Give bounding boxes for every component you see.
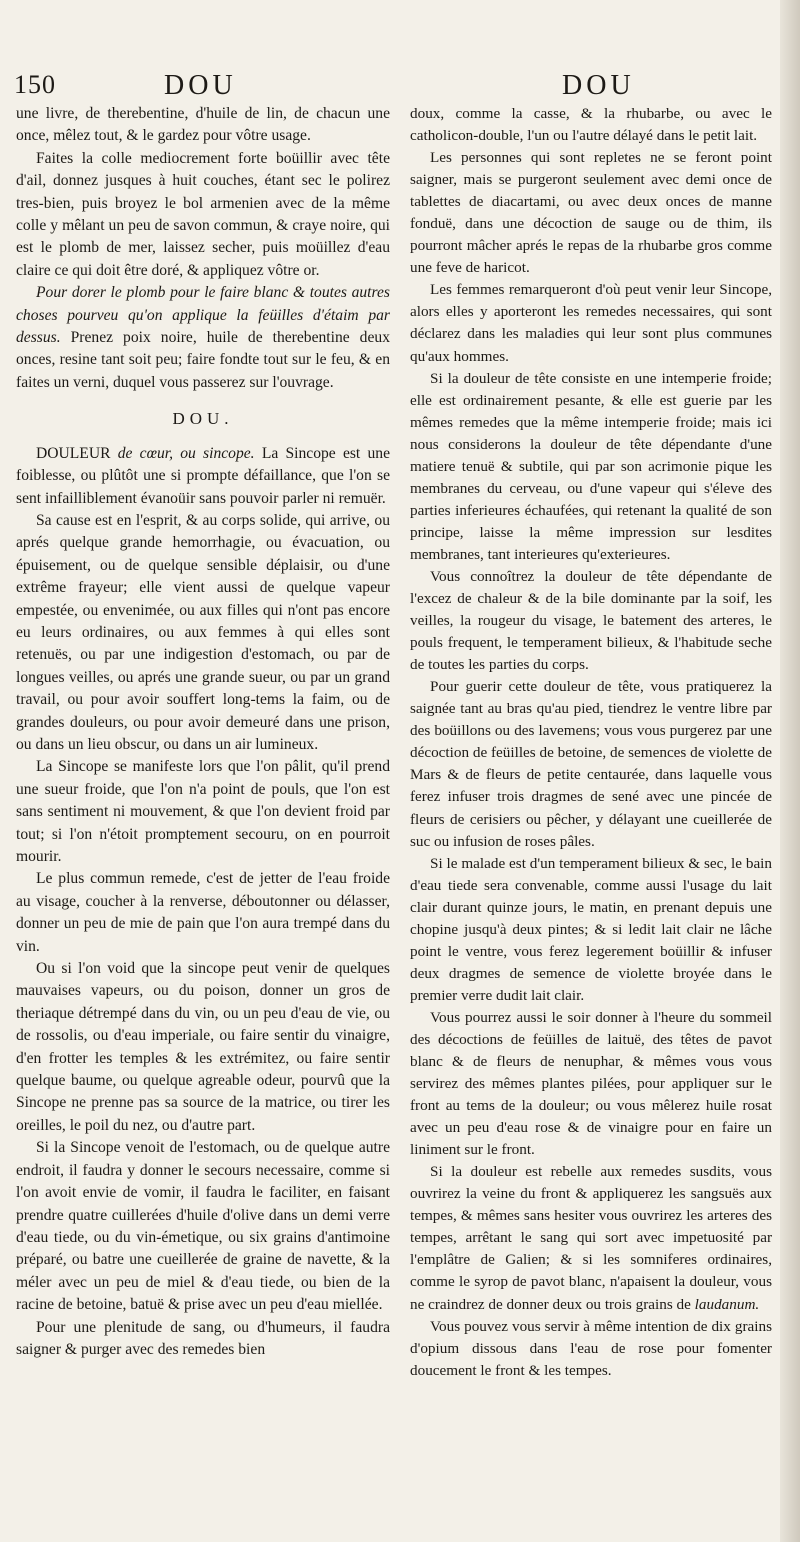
entry-paragraph [16,443,390,510]
paragraph: Les femmes remarqueront d'où peut venir leur Sincope, alors elles y aporteront les remedes necessaires, qui sont déclarez dans les maladies qui leur sont plus communes qu'aux hommes. [410,281,772,365]
paragraph: Faites la colle mediocrement forte boüillir avec tête d'ail, donnez jusques à huit couches, étant sec le polirez tres-bien, puis broyez le bol armenien avec de la même colle y mêlant un peu de savon commun, & craye noire, qui est le plomb de mer, laissez secher, puis moüillez d'eau claire ce qui doit être doré, & appliquez vôtre or. [16,149,390,279]
paragraph [410,1161,772,1315]
page-edge-shadow [780,0,800,1542]
paragraph-text: Prenez poix noire, huile de therebentine deux onces, resine tant soit peu; faire fondte tout sur le feu, & en faites un verni, duquel vous passerez sur l'ouvrage. [16,329,390,391]
paragraph: Si la douleur de tête consiste en une intemperie froide; elle est ordinairement pesante, & elle est guerie par les mêmes remedes que la même intemperie froide; mais ici nous considerons la douleur de tête dépendante d'une matiere tenuë & subtile, qui par son acrimonie pique les membranes du cerveau, ou d'une vapeur qui s'éleve des parties inferieures échaufées, qui retenant la qualité de son principe, laisse la même impression sur lesdites membranes, tant interieures qu'exterieures. [410,369,772,563]
paragraph: doux, comme la casse, & la rhubarbe, ou avec le catholicon-double, l'un ou l'autre délayé dans le petit lait. [410,105,772,145]
paragraph: Les personnes qui sont repletes ne se feront point saigner, mais se purgeront seulement avec demi once de tablettes de diacartami, ou avec deux onces de manne fonduë, dans une décoction de sauge ou de thim, ils pourront mâcher aprés le repas de la rhubarbe gros comme une feve de haricot. [410,149,772,277]
paragraph: Vous connoîtrez la douleur de tête dépendante de l'excez de chaleur & de la bile dominante par la soif, les veilles, la rougeur du visage, le batement des arteres, le pouls frequent, le temperament bilieux, & l'habitude seche de toutes les parties du corps. [410,567,772,674]
paragraph: Vous pouvez vous servir à même intention de dix grains d'opium dissous dans l'eau de rose pour fomenter doucement le front & les tempes. [410,1317,772,1379]
paragraph: Sa cause est en l'esprit, & au corps solide, qui arrive, ou aprés quelque grande hemorrhagie, ou évacuation, ou épuisement, ou de quelque sensible déplaisir, ou d'une extrême frayeur; elle vient aussi de quelque vapeur empestée, ou envenimée, ou aux filles qui n'ont pas encore eu leurs ordinaires, ou aux femmes à qui elles sont retenuës, ou par une indigestion d'estomach, ou par de longues veilles, ou aprés une grande sueur, ou par un grand travail, ou pour avoir souffert long-tems la faim, ou de grandes douleurs, ou pour avoir demeuré dans une prison, ou dans un lieu obscur, ou dans un air lumineux. [16,511,390,753]
left-column [16,103,390,1361]
paragraph: Si la Sincope venoit de l'estomach, ou de quelque autre endroit, il faudra y donner le secours necessaire, comme si l'on avoit envie de vomir, il faudra le faciliter, en faisant prendre quatre cuillerées d'huile d'olive dans un demi verre d'eau tiede, ou du vin-émetique, ou six grains d'antimoine préparé, ou batre une cueillerée de graine de navette, & la méler avec un peu de miel & d'eau tiede, ou bien de la racine de betoine, batuë & prise avec un peu d'eau miellée. [16,1139,390,1314]
entry-subtitle: de cœur, ou sincope. [110,444,255,462]
italic-term: laudanum. [694,1295,760,1313]
paragraph-text: La Sincope est une foiblesse, ou plûtôt une si prompte défaillance, que l'on se sent infailliblement évanoüir sans pouvoir parler ni remuër. [16,444,390,507]
paragraph: Pour guerir cette douleur de tête, vous pratiquerez la saignée tant au bras qu'au pied, tiendrez le ventre libre par des boüillons ou des lavemens; vous vous purgerez par une décoction de feüilles de betoine, de semences de violette de Mars & de fleurs de petite centaurée, dans laquelle vous ferez infuser trois dragmes de sené avec une pincée de fleurs de cerisiers ou pêcher, y délayant une cueillerée de suc ou infusion de roses pâles. [410,678,772,850]
paragraph: Le plus commun remede, c'est de jetter de l'eau froide au visage, coucher à la renverse, déboutonner ou délasser, donner un peu de mie de pain que l'on aura trempé dans du vin. [16,870,390,955]
paragraph: une livre, de therebentine, d'huile de lin, de chacun une once, mêlez tout, & le gardez pour vôtre usage. [16,105,390,145]
right-column [410,103,772,1382]
paragraph: Pour une plenitude de sang, ou d'humeurs, il faudra saigner & purger avec des remedes bien [16,1318,390,1358]
headword-right: DOU [562,70,635,101]
italic-heading: Pour dorer le plomb pour le faire blanc & toutes autres choses pourveu qu'on applique la feüilles d'étaim par dessus. [16,284,390,347]
paragraph: Si le malade est d'un temperament bilieux & sec, le bain d'eau tiede sera convenable, comme aussi l'usage du lait clair durant quinze jours, le matin, en prenant depuis une chopine jusqu'à deux pintes; & si ledit lait clair ne lâche point le ventre, vous ferez legerement boüillir & infuser deux dragmes de semence de violette broyée dans le premier verre dudit lait clair. [410,854,772,1004]
page-number: 150 [14,70,56,99]
headword-left: DOU [164,70,237,101]
paragraph: La Sincope se manifeste lors que l'on pâlit, qu'il prend une sueur froide, que l'on n'a point de pouls, que l'on est sans sentiment ni mouvement, & que l'on devient froid par tout; si l'on n'étoit promptement secouru, on en pourroit mourir. [16,758,390,865]
paragraph-text: Si la douleur est rebelle aux remedes susdits, vous ouvrirez la veine du front & appliquerez les sangsuës aux tempes, & mêmes sans hesiter vous ouvrirez les arteres des tempes, arrêtant le sang qui sort avec impetuosité par l'emplâtre de Galien; & si les somniferes ordinaires, comme le syrop de pavot blanc, n'apaisent la douleur, vous ne craindrez de donner deux ou trois grains de [410,1163,772,1313]
section-title: DOU. [172,409,234,429]
paragraph: Vous pourrez aussi le soir donner à l'heure du sommeil des décoctions de feüilles de laituë, des têtes de pavot blanc & de fleurs de nenuphar, & mêmes vous vous servirez des mêmes plantes pilées, pour appliquer sur le front au tems de la douleur; ou vous mêlerez huile rosat avec un peu d'eau rose & de vinaigre pour en faire un liniment sur le front. [410,1008,772,1159]
paragraph [16,282,390,394]
paragraph: Ou si l'on void que la sincope peut venir de quelques mauvaises vapeurs, ou du poison, donner un gros de theriaque détrempé dans du vin, ou un peu d'eau de vie, ou de rossolis, ou d'eau imperiale, ou faire sentir du vinaigre, d'en frotter les temples & les extrémitez, ou faire sentir quelque baume, ou quelque agreable odeur, pourvû que la Sincope ne prenne pas sa source de la matrice, ou tirer les oreilles, le poil du nez, ou d'autre part. [16,960,390,1134]
entry-term: DOULEUR [36,444,111,462]
